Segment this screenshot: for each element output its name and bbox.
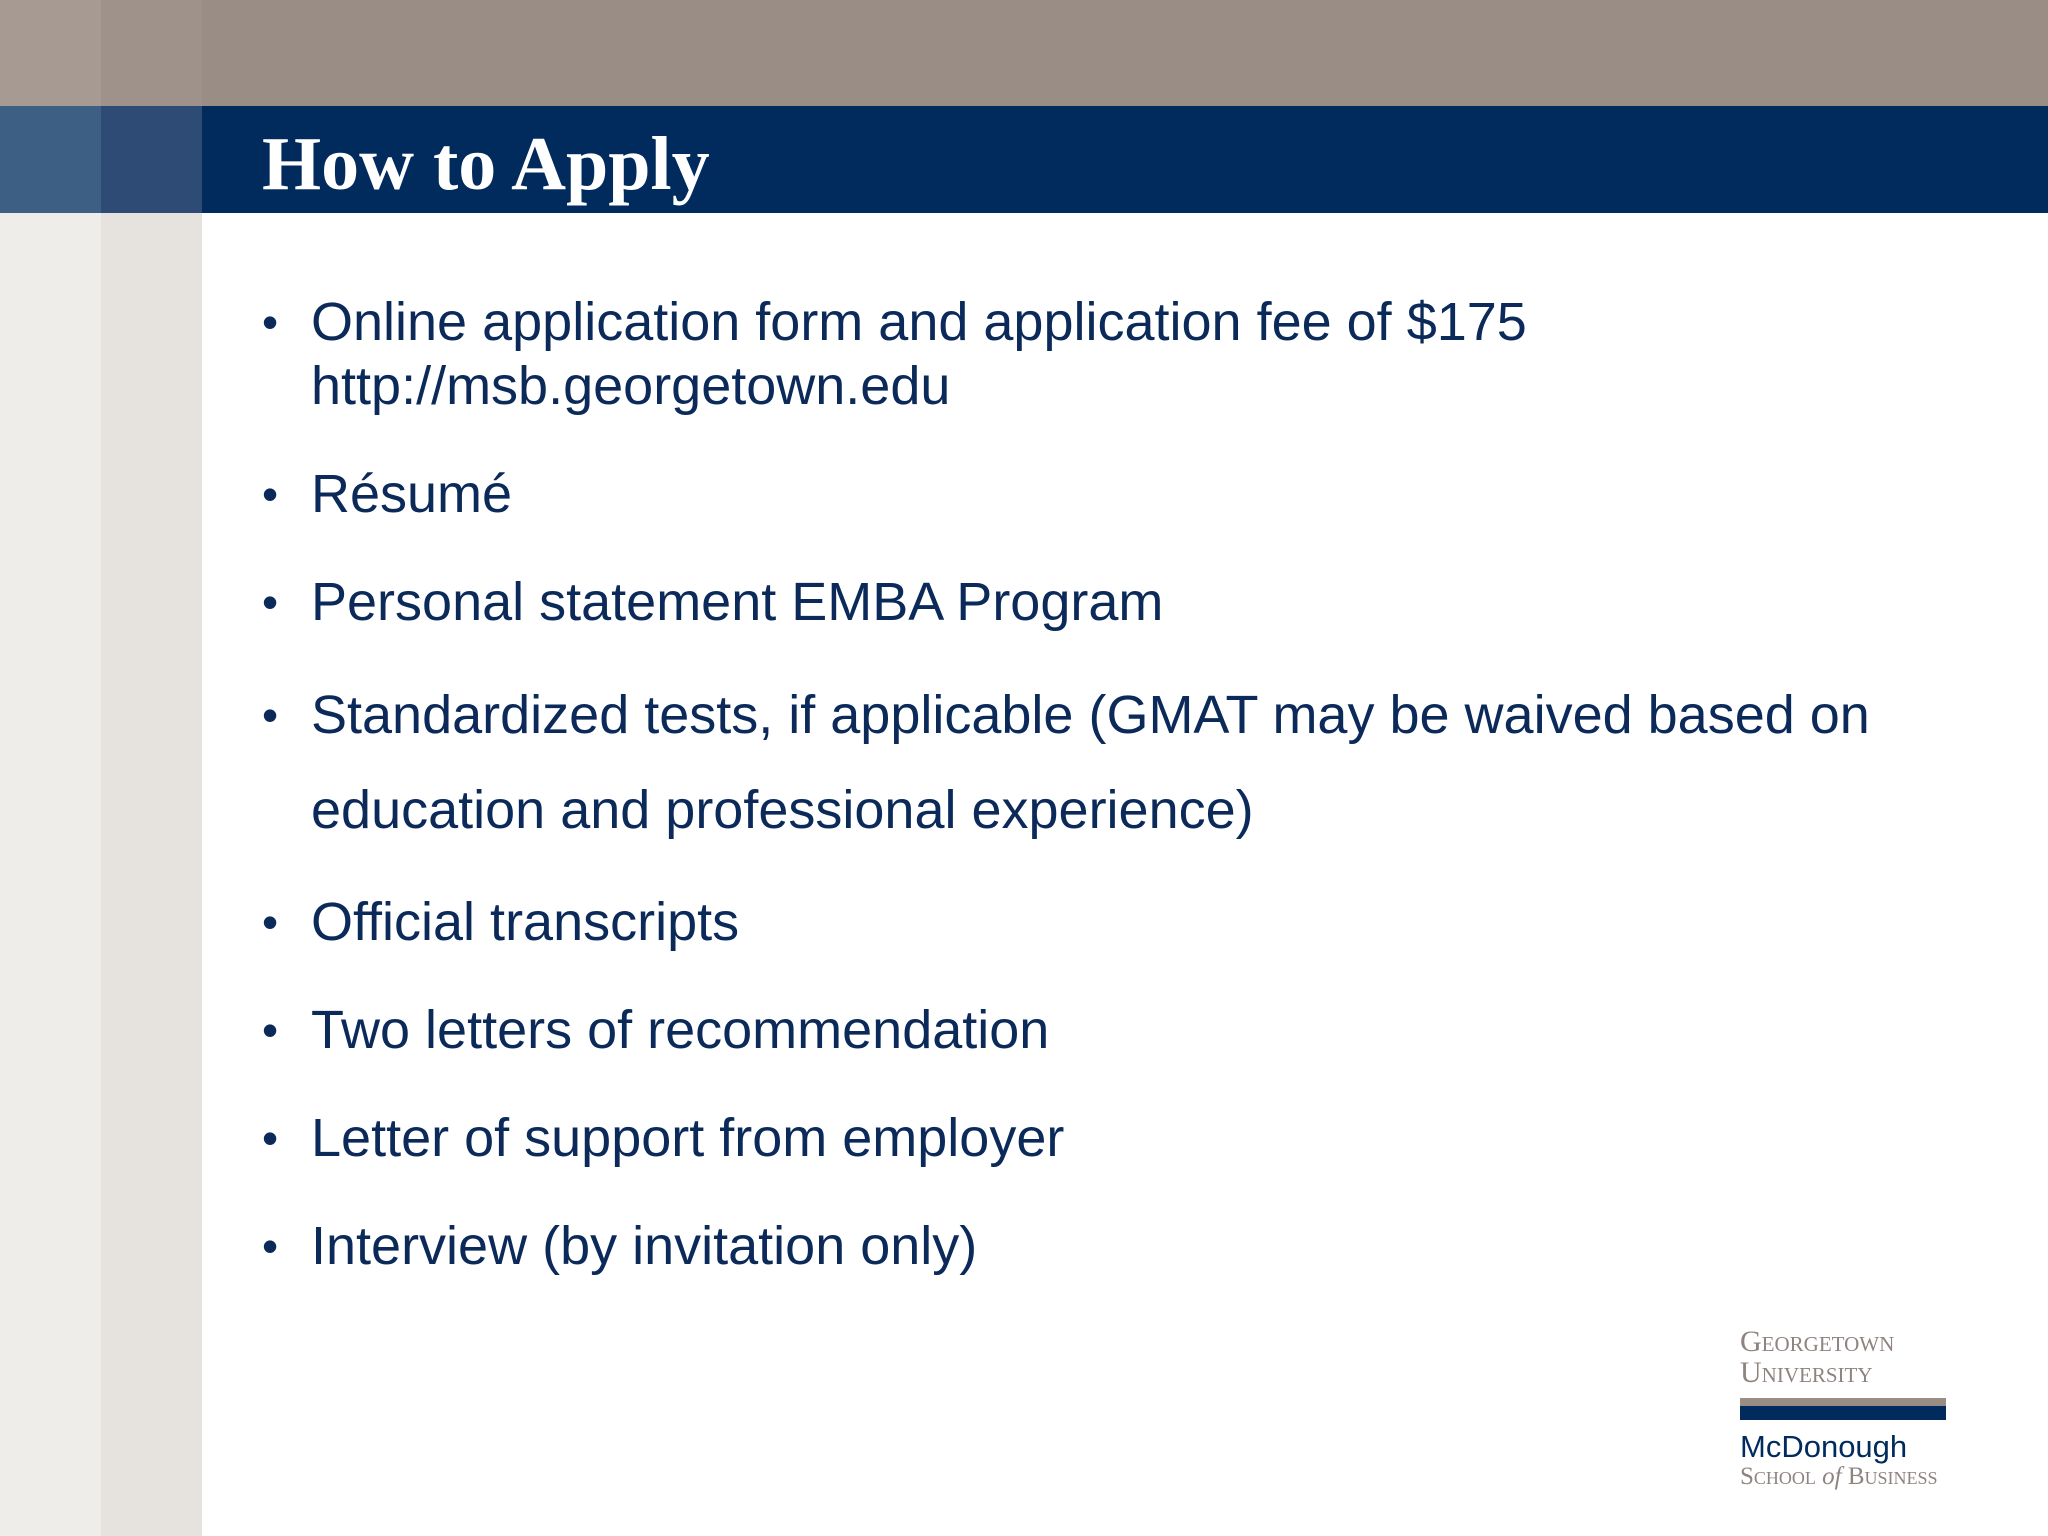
bullet-dot: • bbox=[262, 1112, 279, 1164]
bullet-dot: • bbox=[262, 468, 279, 520]
side-stripe-2 bbox=[101, 213, 202, 1536]
bullet-dot: • bbox=[262, 1220, 279, 1272]
bullet-text: Interview (by invitation only) bbox=[311, 1216, 978, 1276]
bullet-item-employer-support bbox=[262, 1106, 2002, 1170]
bullet-dot: • bbox=[262, 296, 279, 348]
logo-line-georgetown: Georgetown bbox=[1740, 1325, 1895, 1358]
logo-stripe-taupe bbox=[1740, 1398, 1946, 1406]
bullet-dot: • bbox=[262, 896, 279, 948]
bullet-text: Online application form and application fee of $175 bbox=[311, 292, 1527, 352]
bullet-item-standardized-tests bbox=[262, 668, 2002, 858]
top-band-accent-2 bbox=[101, 0, 202, 106]
top-band-accent-1 bbox=[0, 0, 101, 106]
title-bar-accent-2 bbox=[101, 106, 202, 213]
side-stripe-1 bbox=[0, 213, 101, 1536]
bullet-item-resume bbox=[262, 462, 2002, 526]
logo-stripes bbox=[1740, 1398, 1946, 1420]
bullet-link-text: http://msb.georgetown.edu bbox=[311, 356, 951, 416]
bullet-text: Standardized tests, if applicable (GMAT may be waived based on bbox=[311, 685, 1870, 745]
logo-word-school: School bbox=[1740, 1463, 1816, 1490]
logo-line-university: University bbox=[1740, 1356, 1873, 1389]
bullet-dot: • bbox=[262, 1004, 279, 1056]
logo-line-school-of-business bbox=[1740, 1463, 1950, 1491]
bullet-text: Two letters of recommendation bbox=[311, 1000, 1050, 1060]
bullet-dot: • bbox=[262, 576, 279, 628]
title-bar-accent-1 bbox=[0, 106, 101, 213]
bullet-item-recommendations bbox=[262, 998, 2002, 1062]
slide-title: How to Apply bbox=[262, 122, 710, 206]
bullet-text: Letter of support from employer bbox=[311, 1108, 1065, 1168]
bullet-text-continued: education and professional experience) bbox=[311, 780, 1254, 840]
logo-word-business: Business bbox=[1847, 1463, 1938, 1490]
bullet-dot: • bbox=[262, 689, 279, 741]
bullet-text: Personal statement EMBA Program bbox=[311, 572, 1164, 632]
bullet-item-application bbox=[262, 290, 2002, 418]
bullet-item-interview bbox=[262, 1214, 2002, 1278]
logo-word-of: of bbox=[1822, 1463, 1842, 1490]
logo-line-mcdonough: McDonough bbox=[1740, 1429, 1908, 1464]
bullet-item-personal-statement bbox=[262, 570, 2002, 634]
georgetown-mcdonough-logo bbox=[1740, 1326, 1950, 1491]
bullet-item-transcripts bbox=[262, 890, 2002, 954]
bullet-text: Official transcripts bbox=[311, 892, 740, 952]
top-band bbox=[0, 0, 2048, 106]
bullet-list bbox=[262, 290, 2002, 1322]
bullet-text: Résumé bbox=[311, 464, 513, 524]
logo-stripe-navy bbox=[1740, 1406, 1946, 1420]
